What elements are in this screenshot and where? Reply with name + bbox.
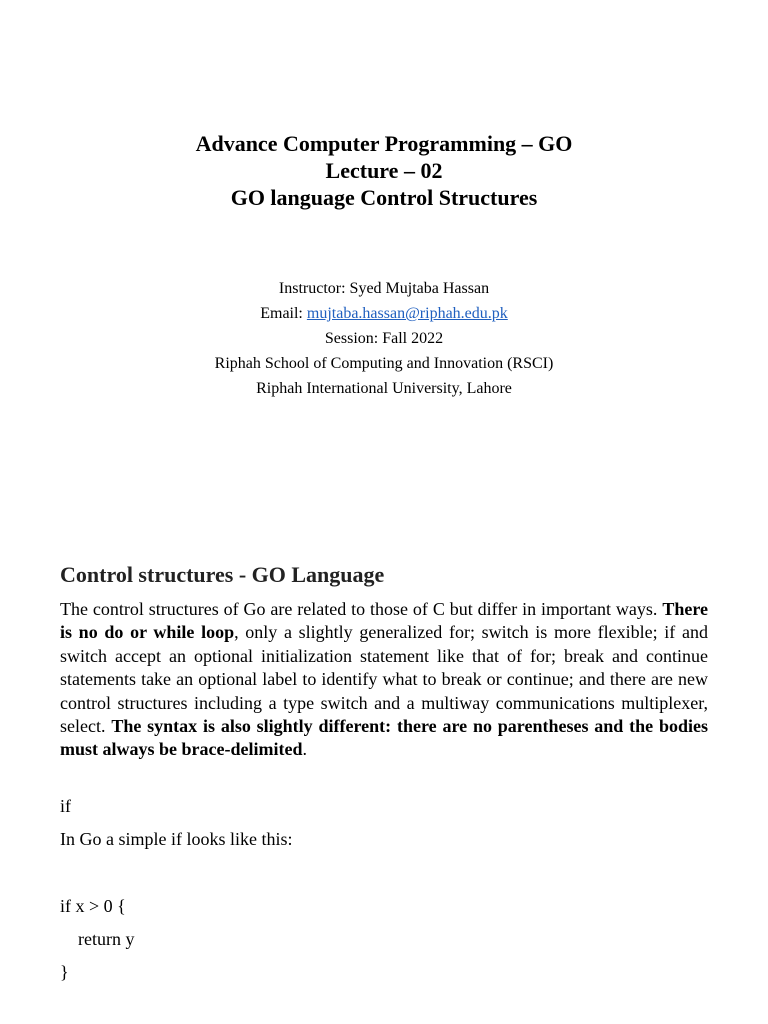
instructor-line: Instructor: Syed Mujtaba Hassan (278, 280, 490, 297)
lecture-number: Lecture – 02 (325, 158, 443, 183)
email-label: Email: (260, 305, 307, 322)
email-link[interactable]: mujtaba.hassan@riphah.edu.pk (306, 305, 508, 322)
document-title (0, 130, 768, 211)
paragraph-text: . (302, 739, 307, 760)
paragraph-bold-text: There is no do or while loop (60, 599, 708, 643)
email-line (0, 301, 768, 326)
section-heading: Control structures - GO Language (60, 562, 385, 587)
paragraph-bold-text: The syntax is also slightly different: there are no parentheses and the bodies must always be brace-delimited (60, 716, 708, 760)
school-line: Riphah School of Computing and Innovation (RSCI) (214, 355, 554, 372)
lecture-topic: GO language Control Structures (230, 185, 538, 210)
instructor-info (0, 276, 768, 401)
code-line: if x > 0 { (60, 896, 126, 916)
code-line: return y (78, 929, 135, 949)
code-line: } (60, 962, 69, 982)
university-line: Riphah International University, Lahore (256, 380, 512, 397)
paragraph-text: , only a slightly generalized for; switch is more flexible; if and switch accept an optional initialization statement like that of for; break and continue statements take an optional label to identify what to break or continue; and there are new control structures including a type switch and a multiway communications multiplexer, select. (60, 622, 708, 737)
course-title: Advance Computer Programming – GO (195, 131, 573, 156)
if-label: if (60, 796, 71, 816)
intro-paragraph (60, 598, 708, 762)
paragraph-text: The control structures of Go are related to those of C but differ in important ways. (60, 599, 663, 619)
if-intro-text: In Go a simple if looks like this: (60, 829, 293, 849)
session-line: Session: Fall 2022 (324, 330, 444, 347)
